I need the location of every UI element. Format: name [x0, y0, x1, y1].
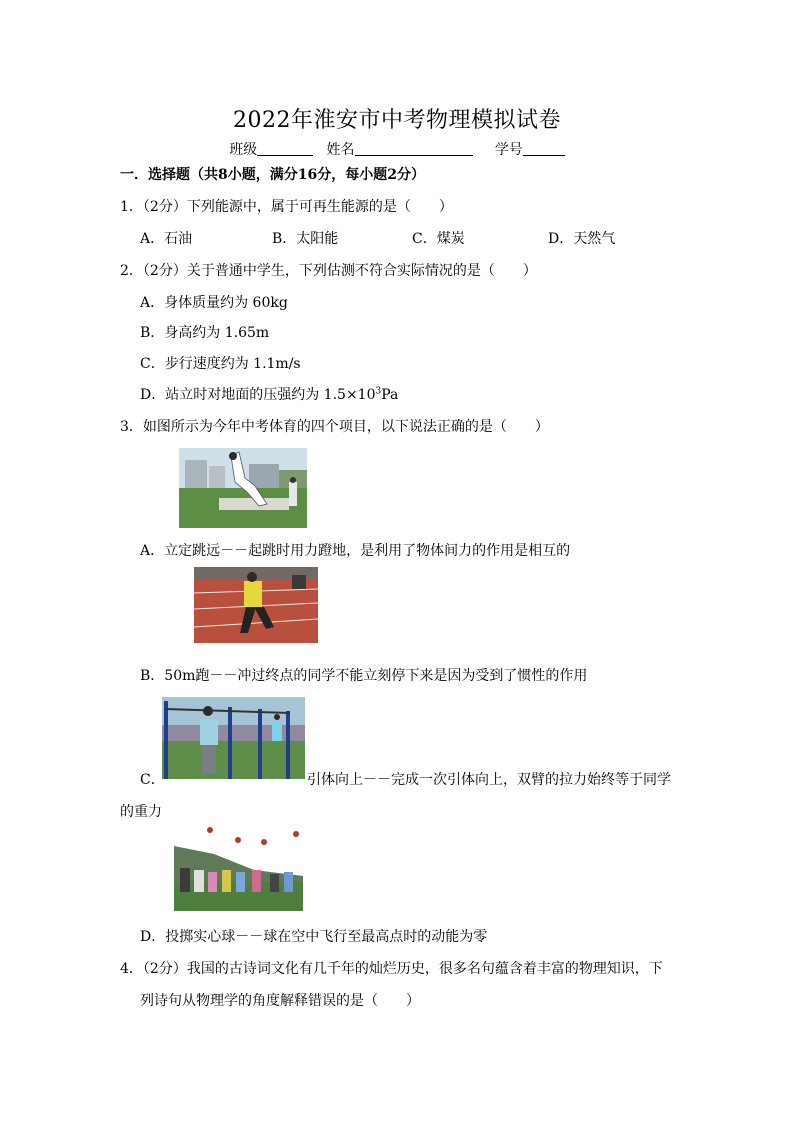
q1-option-d: D．天然气: [548, 231, 616, 247]
class-blank: [257, 141, 313, 156]
number-label: 学号: [494, 142, 523, 158]
q1-option-b: B．太阳能: [272, 231, 339, 247]
student-info-line: [0, 139, 794, 159]
q3-option-b: B．50m跑－－冲过终点的同学不能立刻停下来是因为受到了惯性的作用: [140, 668, 588, 684]
q2-option-d: [140, 384, 398, 404]
q2-option-d-unit: Pa: [381, 387, 399, 403]
class-label: 班级: [229, 142, 258, 158]
q1-stem: 1．（2分）下列能源中，属于可再生能源的是（ ）: [120, 199, 453, 215]
section-heading: 一．选择题（共8小题，满分16分，每小题2分）: [120, 167, 425, 183]
q2-option-d-prefix: D．站立时对地面的压强约为 1.5×10: [140, 387, 376, 403]
q1-option-a: A．石油: [140, 231, 193, 247]
q2-option-b: B．身高约为 1.65m: [140, 325, 270, 341]
pull-up-photo: [162, 697, 305, 779]
long-jump-photo: [179, 448, 307, 528]
q3-option-c-text-continued: 的重力: [120, 804, 162, 820]
q3-stem: 3．如图所示为今年中考体育的四个项目，以下说法正确的是（ ）: [120, 419, 549, 435]
q4-stem: 4．（2分）我国的古诗词文化有几千年的灿烂历史，很多名句蕴含着丰富的物理知识，下: [120, 961, 663, 977]
sprint-photo: [194, 567, 318, 643]
ball-throw-photo: [174, 826, 303, 911]
q3-option-c-text: 引体向上－－完成一次引体向上，双臂的拉力始终等于同学: [307, 772, 671, 788]
name-blank: [355, 141, 473, 156]
q2-option-d-exponent: 3: [375, 386, 382, 397]
exam-title: 2022年淮安市中考物理模拟试卷: [233, 108, 561, 133]
q3-option-d: D．投掷实心球－－球在空中飞行至最高点时的动能为零: [140, 929, 488, 945]
q3-option-c-label: C．: [140, 772, 165, 788]
q2-stem: 2．（2分）关于普通中学生，下列估测不符合实际情况的是（ ）: [120, 263, 537, 279]
number-blank: [523, 141, 565, 156]
q2-option-a: A．身体质量约为 60kg: [140, 295, 288, 311]
q1-option-c: C．煤炭: [412, 231, 465, 247]
q3-option-a: A．立定跳远－－起跳时用力蹬地，是利用了物体间力的作用是相互的: [140, 543, 571, 559]
q2-option-c: C．步行速度约为 1.1m/s: [140, 356, 301, 372]
name-label: 姓名: [326, 142, 355, 158]
q4-stem-continued: 列诗句从物理学的角度解释错误的是（ ）: [140, 993, 420, 1009]
